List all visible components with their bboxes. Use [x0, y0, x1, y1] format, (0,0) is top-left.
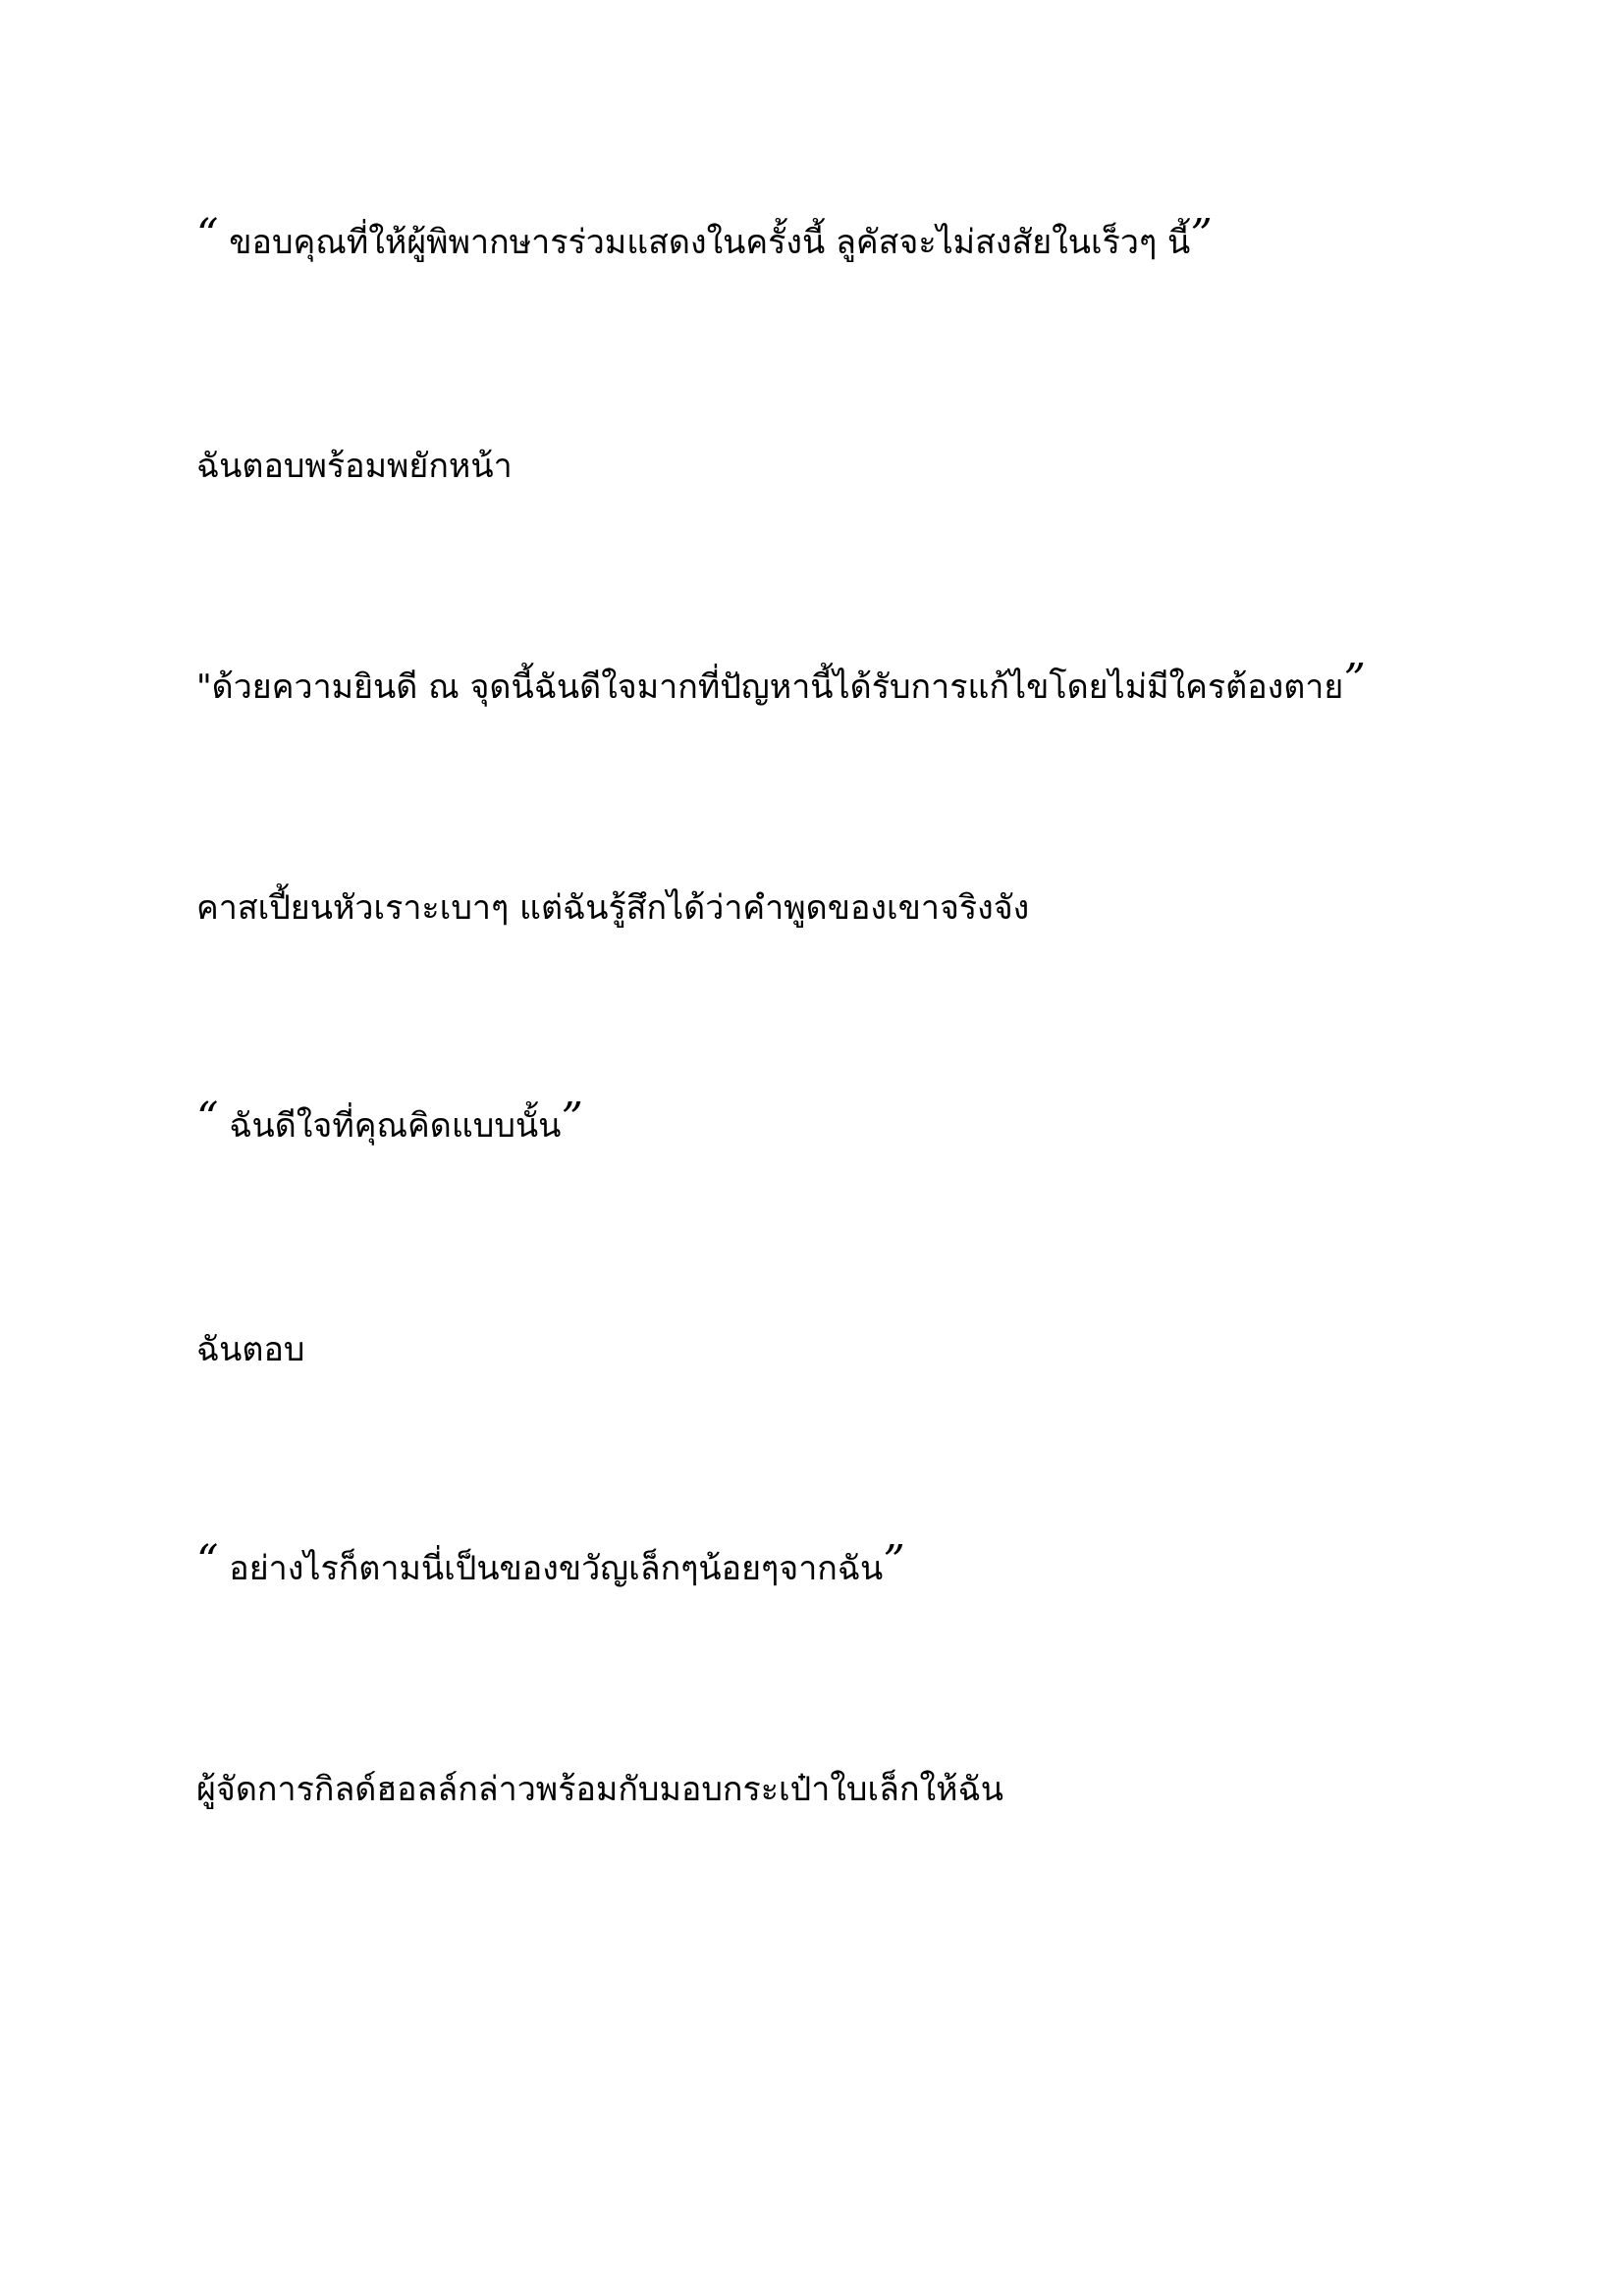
open-quote: “: [196, 1094, 219, 1144]
paragraph-3: [196, 653, 1453, 709]
paragraph-1: [196, 208, 1453, 264]
close-quote: ”: [1190, 210, 1213, 260]
paragraph-text: ผู้จัดการกิลด์ฮอลล์กล่าวพร้อมกับมอบกระเป๋าใบเล็กให้ฉัน: [196, 1770, 1003, 1809]
paragraph-text: ฉันตอบพร้อมพยักหน้า: [196, 447, 513, 486]
open-quote: “: [196, 1536, 219, 1586]
close-quote: ”: [561, 1094, 583, 1144]
paragraph-7: [196, 1534, 1453, 1590]
paragraph-8: [196, 1755, 1453, 1811]
close-quote: ”: [883, 1536, 905, 1586]
paragraph-4: [196, 874, 1453, 930]
paragraph-text: อย่างไรก็ตามนี่เป็นของขวัญเล็กๆน้อยๆจากฉัน: [218, 1549, 884, 1588]
paragraph-6: [196, 1315, 1453, 1371]
paragraph-5: [196, 1092, 1453, 1148]
paragraph-text: ฉันตอบ: [196, 1330, 305, 1369]
paragraph-text: "ด้วยความยินดี ณ จุดนี้ฉันดีใจมากที่ปัญหานี้ได้รับการแก้ไขโดยไม่มีใครต้องตาย: [196, 667, 1344, 707]
open-quote: “: [196, 210, 219, 260]
paragraph-text: ฉันดีใจที่คุณคิดแบบนั้น: [218, 1106, 562, 1146]
paragraph-2: [196, 432, 1453, 488]
paragraph-text: คาสเปี้ยนหัวเราะเบาๆ แต่ฉันรู้สึกได้ว่าคำพูดของเขาจริงจัง: [196, 888, 1030, 928]
paragraph-text: ขอบคุณที่ให้ผู้พิพากษารร่วมแสดงในครั้งนี้ ลูคัสจะไม่สงสัยในเร็วๆ นี้: [218, 223, 1191, 262]
close-quote: ”: [1343, 655, 1366, 705]
